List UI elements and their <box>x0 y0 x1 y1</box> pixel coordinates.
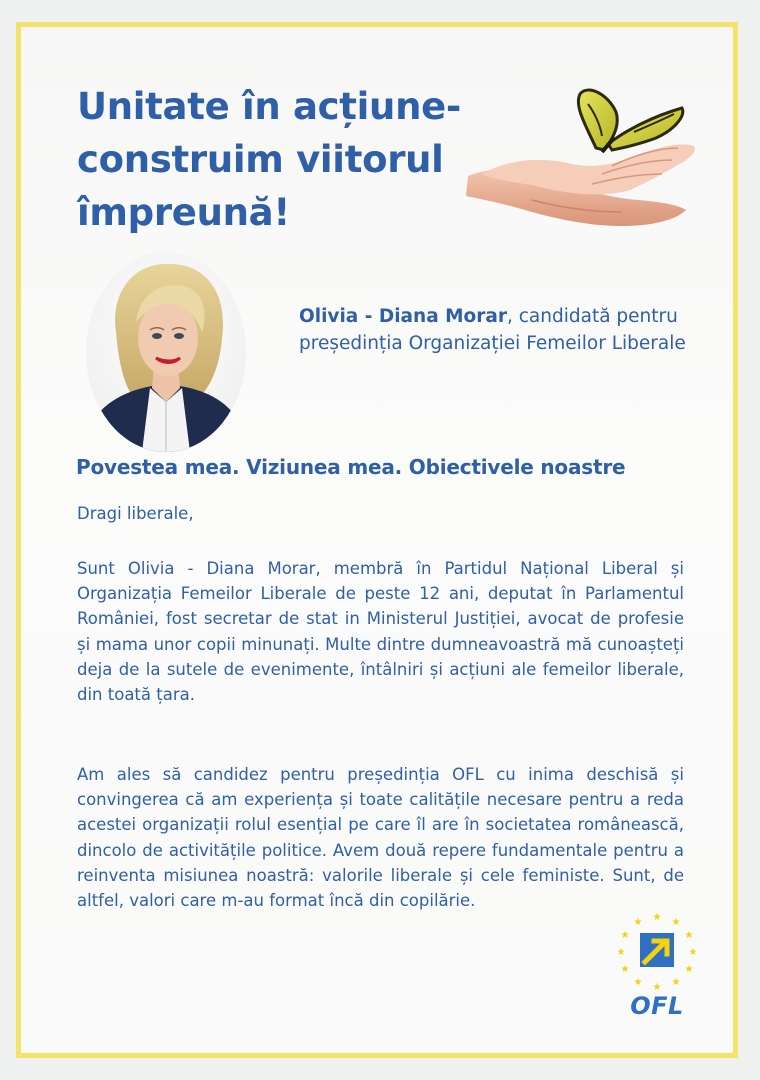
svg-text:★: ★ <box>688 947 698 958</box>
svg-text:★: ★ <box>633 917 643 928</box>
butterfly-on-hands-illustration <box>462 80 702 240</box>
svg-text:★: ★ <box>620 964 630 975</box>
section-subtitle: Povestea mea. Viziunea mea. Obiectivele noastre <box>76 455 626 479</box>
ofl-logo-text: OFL <box>630 992 684 1020</box>
svg-text:★: ★ <box>633 977 643 988</box>
paragraph-1: Sunt Olivia - Diana Morar, membră în Partidul Național Liberal și Organizația Femeilor Liberale de peste 12 ani, deputat în Parlamentul României, fost secretar de stat in Ministerul Justiției, avocat de profesie și mama unor copii minunați. Multe dintre dumneavoastră mă cunoașteți deja de la sutele de evenimente, întâlniri și acțiuni ale femeilor liberale, din toată țara. <box>77 559 684 705</box>
title-line-3: împreună! <box>77 191 290 234</box>
svg-text:★: ★ <box>671 917 681 928</box>
ofl-logo-emblem <box>614 908 700 994</box>
title-line-1: Unitate în acțiune- <box>77 85 461 128</box>
svg-text:★: ★ <box>671 977 681 988</box>
svg-text:★: ★ <box>652 912 662 923</box>
svg-text:★: ★ <box>616 947 626 958</box>
svg-text:★: ★ <box>620 930 630 941</box>
greeting: Dragi liberale, <box>77 504 194 523</box>
candidate-name: Olivia - Diana Morar <box>299 306 507 327</box>
title-line-2: construim viitorul <box>77 138 444 181</box>
page-title <box>77 80 461 239</box>
candidate-intro <box>299 304 719 357</box>
ofl-logo <box>614 908 700 1026</box>
svg-text:★: ★ <box>684 930 694 941</box>
paragraph-2: Am ales să candidez pentru președinția OFL cu inima deschisă și convingerea că am experiența și toate calitățile necesare pentru a reda acestei organizații rolul esențial pe care îl are în societatea românească, dincolo de activitățile politice. Avem două repere fundamentale pentru a reinventa misiunea noastră: valorile liberale și cele feministe. Sunt, de altfel, valori care m-au format încă din copilărie. <box>77 765 684 911</box>
candidate-description: , candidată pentru președinția Organizației Femeilor Liberale <box>299 306 686 354</box>
svg-text:★: ★ <box>652 982 662 993</box>
svg-text:★: ★ <box>684 964 694 975</box>
candidate-portrait <box>86 252 246 452</box>
